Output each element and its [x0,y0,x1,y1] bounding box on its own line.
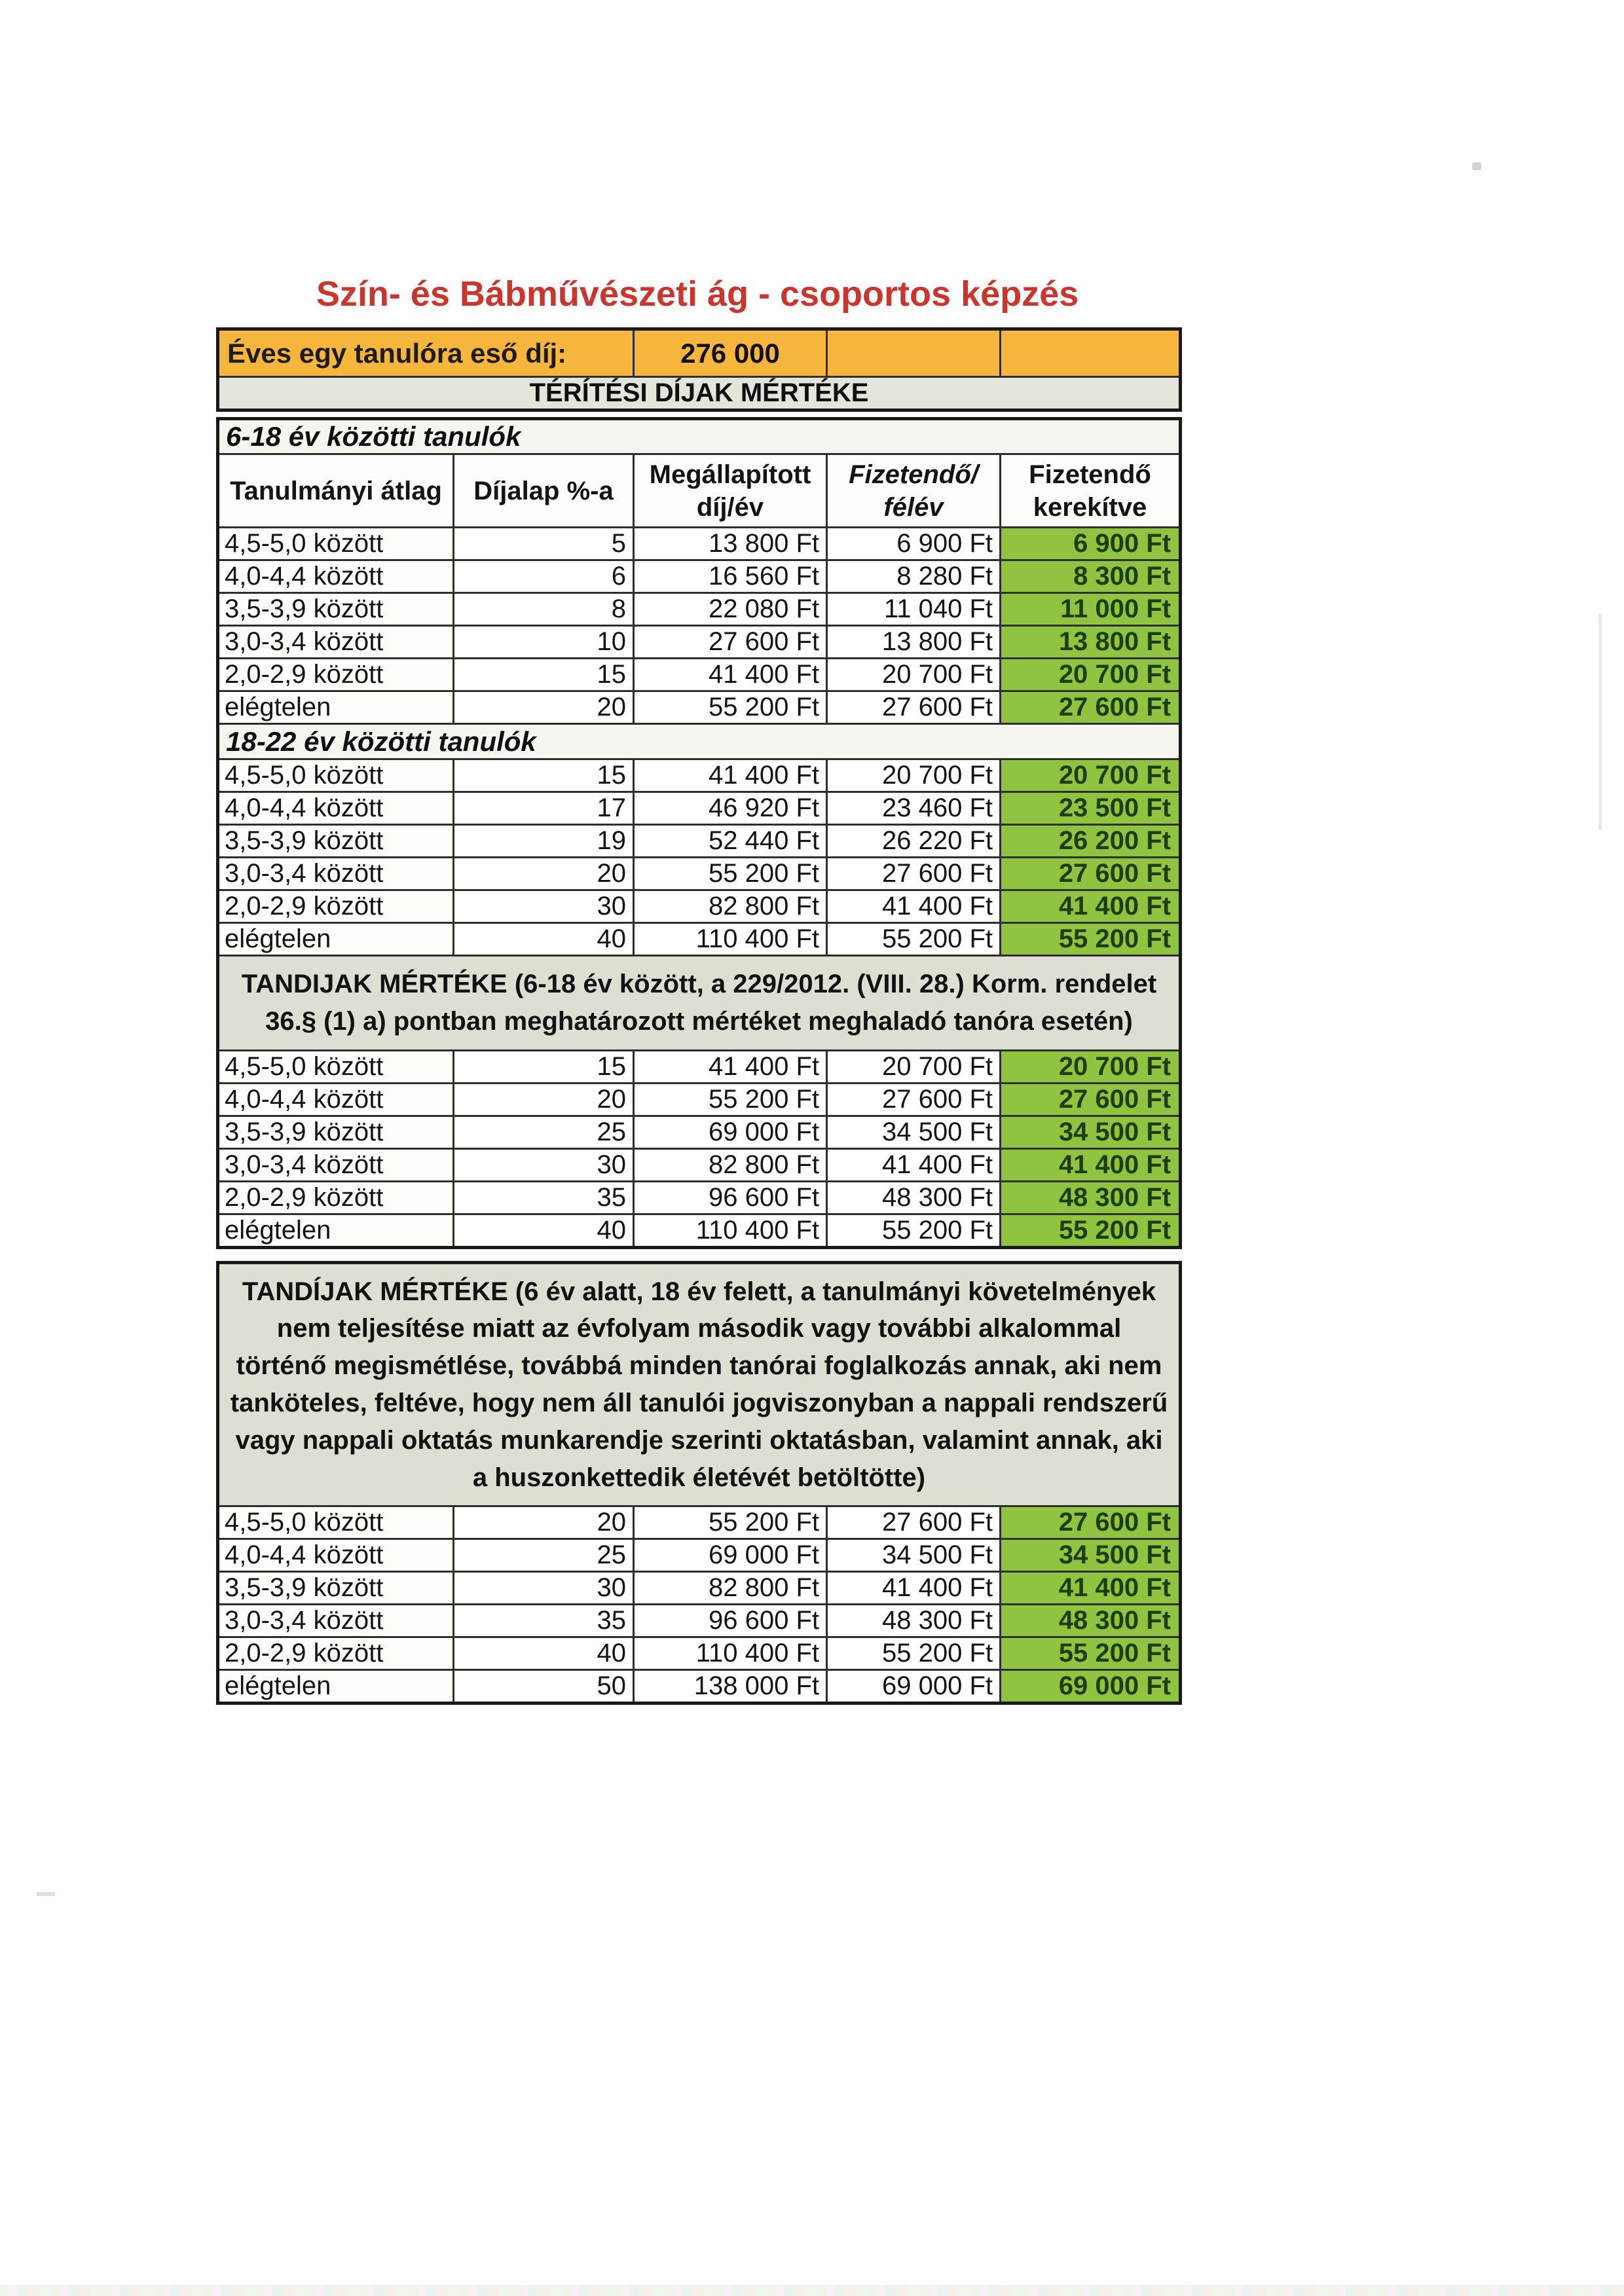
scan-artifact-bottom-edge [0,2285,1624,2296]
cell-rounded: 27 600 Ft [1001,858,1181,890]
cell-rounded: 55 200 Ft [1001,923,1181,956]
spacer [216,1249,1179,1261]
cell-rounded: 27 600 Ft [1001,1506,1181,1539]
cell-per-year: 82 800 Ft [634,1572,827,1605]
cell-per-half: 48 300 Ft [827,1605,1001,1637]
cell-percent: 20 [454,691,634,724]
cell-average: 3,0-3,4 között [218,1605,454,1637]
banner-row [218,377,1181,410]
cell-percent: 30 [454,1572,634,1605]
cell-per-half: 26 220 Ft [827,825,1001,858]
cell-per-year: 41 400 Ft [634,759,827,792]
cell-per-half: 34 500 Ft [827,1539,1001,1572]
fee-row [218,1214,1181,1247]
cell-per-year: 55 200 Ft [634,691,827,724]
cell-average: 3,0-3,4 között [218,626,454,659]
col-header-average: Tanulmányi átlag [218,454,454,528]
cell-per-half: 20 700 Ft [827,759,1001,792]
cell-rounded: 20 700 Ft [1001,659,1181,691]
cell-percent: 17 [454,792,634,825]
cell-per-half: 48 300 Ft [827,1181,1001,1214]
fee-row [218,560,1181,593]
cell-per-half: 34 500 Ft [827,1116,1001,1148]
fee-row [218,691,1181,724]
section-heading-row [218,724,1181,759]
column-header-row [218,454,1181,528]
cell-average: 4,0-4,4 között [218,792,454,825]
section-rows-tandijak-1 [218,1050,1181,1247]
fee-row [218,1116,1181,1148]
cell-per-year: 69 000 Ft [634,1116,827,1148]
cell-per-year: 69 000 Ft [634,1539,827,1572]
cell-average: 4,5-5,0 között [218,528,454,560]
section-rows-18-22 [218,759,1181,956]
fee-row [218,593,1181,626]
cell-rounded: 41 400 Ft [1001,1572,1181,1605]
scan-artifact-dot [1472,162,1481,170]
cell-average: 4,0-4,4 között [218,1539,454,1572]
cell-percent: 6 [454,560,634,593]
fee-row [218,1605,1181,1637]
cell-rounded: 55 200 Ft [1001,1637,1181,1670]
section-rows-tandijak-2 [218,1506,1181,1704]
cell-per-half: 55 200 Ft [827,1214,1001,1247]
annual-fee-table [216,327,1182,412]
cell-per-year: 96 600 Ft [634,1181,827,1214]
fee-row [218,792,1181,825]
empty-cell [1001,329,1181,377]
cell-average: 3,5-3,9 között [218,593,454,626]
cell-rounded: 55 200 Ft [1001,1214,1181,1247]
cell-percent: 20 [454,858,634,890]
cell-rounded: 48 300 Ft [1001,1605,1181,1637]
fee-row [218,1539,1181,1572]
cell-per-half: 69 000 Ft [827,1670,1001,1704]
cell-per-year: 138 000 Ft [634,1670,827,1704]
cell-per-year: 13 800 Ft [634,528,827,560]
cell-average: 3,0-3,4 között [218,858,454,890]
cell-percent: 19 [454,825,634,858]
cell-per-half: 41 400 Ft [827,1148,1001,1181]
empty-cell [827,329,1001,377]
cell-percent: 40 [454,1214,634,1247]
section-heading-6-18: 6-18 év közötti tanulók [218,419,1181,454]
cell-average: 4,5-5,0 között [218,1050,454,1083]
fee-row [218,1148,1181,1181]
fee-row [218,759,1181,792]
cell-percent: 35 [454,1605,634,1637]
cell-average: 3,5-3,9 között [218,825,454,858]
cell-rounded: 20 700 Ft [1001,759,1181,792]
cell-per-year: 110 400 Ft [634,1637,827,1670]
cell-percent: 30 [454,1148,634,1181]
cell-percent: 25 [454,1539,634,1572]
fee-sheet [216,327,1179,1705]
cell-rounded: 34 500 Ft [1001,1116,1181,1148]
cell-per-half: 27 600 Ft [827,1506,1001,1539]
fee-row [218,528,1181,560]
fee-row [218,1506,1181,1539]
cell-per-year: 27 600 Ft [634,626,827,659]
cell-rounded: 41 400 Ft [1001,1148,1181,1181]
cell-per-year: 46 920 Ft [634,792,827,825]
cell-average: elégtelen [218,1670,454,1704]
cell-rounded: 20 700 Ft [1001,1050,1181,1083]
cell-percent: 15 [454,1050,634,1083]
cell-average: 3,0-3,4 között [218,1148,454,1181]
col-header-per-year: Megállapított díj/év [634,454,827,528]
fee-row [218,858,1181,890]
fee-row [218,626,1181,659]
cell-average: elégtelen [218,1214,454,1247]
cell-per-half: 23 460 Ft [827,792,1001,825]
cell-per-year: 82 800 Ft [634,890,827,923]
cell-average: 4,5-5,0 között [218,759,454,792]
cell-average: 4,0-4,4 között [218,560,454,593]
fee-row [218,890,1181,923]
cell-per-half: 55 200 Ft [827,923,1001,956]
cell-percent: 8 [454,593,634,626]
cell-average: 2,0-2,9 között [218,1637,454,1670]
cell-per-year: 110 400 Ft [634,1214,827,1247]
cell-average: elégtelen [218,923,454,956]
fee-row [218,1637,1181,1670]
cell-percent: 20 [454,1083,634,1116]
cell-percent: 5 [454,528,634,560]
fee-row [218,1050,1181,1083]
cell-rounded: 48 300 Ft [1001,1181,1181,1214]
col-header-percent: Díjalap %-a [454,454,634,528]
cell-rounded: 23 500 Ft [1001,792,1181,825]
cell-average: 2,0-2,9 között [218,1181,454,1214]
cell-rounded: 27 600 Ft [1001,691,1181,724]
fee-row [218,825,1181,858]
cell-per-half: 13 800 Ft [827,626,1001,659]
cell-per-half: 27 600 Ft [827,858,1001,890]
annual-fee-value: 276 000 [634,329,827,377]
cell-per-year: 41 400 Ft [634,1050,827,1083]
cell-average: 4,0-4,4 között [218,1083,454,1116]
fee-table-tuition [216,1261,1182,1705]
cell-per-year: 110 400 Ft [634,923,827,956]
cell-per-year: 41 400 Ft [634,659,827,691]
cell-per-half: 27 600 Ft [827,691,1001,724]
cell-percent: 50 [454,1670,634,1704]
cell-rounded: 6 900 Ft [1001,528,1181,560]
fee-row [218,923,1181,956]
section-heading-row [218,1262,1181,1506]
col-header-per-half: Fizetendő/ félév [827,454,1001,528]
cell-per-half: 41 400 Ft [827,890,1001,923]
cell-per-half: 6 900 Ft [827,528,1001,560]
cell-percent: 35 [454,1181,634,1214]
cell-per-year: 16 560 Ft [634,560,827,593]
cell-rounded: 8 300 Ft [1001,560,1181,593]
section-heading-tandijak-1: TANDIJAK MÉRTÉKE (6-18 év között, a 229/2012. (VIII. 28.) Korm. rendelet 36.§ (1) a) pontban meghatározott mértéket meghaladó tanóra esetén) [218,956,1181,1051]
cell-rounded: 34 500 Ft [1001,1539,1181,1572]
scan-artifact-line [1598,614,1602,830]
cell-rounded: 41 400 Ft [1001,890,1181,923]
cell-average: 3,5-3,9 között [218,1116,454,1148]
cell-per-year: 96 600 Ft [634,1605,827,1637]
cell-per-half: 41 400 Ft [827,1572,1001,1605]
cell-percent: 15 [454,759,634,792]
section-heading-row [218,956,1181,1051]
cell-per-half: 27 600 Ft [827,1083,1001,1116]
scan-artifact-dash [37,1892,55,1896]
cell-per-half: 20 700 Ft [827,1050,1001,1083]
page-title: Szín- és Bábművészeti ág - csoportos képzés [316,274,1079,314]
cell-rounded: 26 200 Ft [1001,825,1181,858]
cell-per-half: 11 040 Ft [827,593,1001,626]
cell-average: 2,0-2,9 között [218,659,454,691]
cell-average: 4,5-5,0 között [218,1506,454,1539]
cell-per-half: 8 280 Ft [827,560,1001,593]
fee-row [218,1670,1181,1704]
cell-per-year: 55 200 Ft [634,1083,827,1116]
cell-per-half: 55 200 Ft [827,1637,1001,1670]
cell-percent: 15 [454,659,634,691]
cell-average: 3,5-3,9 között [218,1572,454,1605]
section-heading-tandijak-2: TANDÍJAK MÉRTÉKE (6 év alatt, 18 év felett, a tanulmányi követelmények nem teljesítése miatt az évfolyam második vagy további alkalommal történő megismétlése, továbbá minden tanórai foglalkozás annak, aki nem tanköteles, feltéve, hogy nem áll tanulói jogviszonyban a nappali rendszerű vagy nappali oktatás munkarendje szerinti oktatásban, valamint annak, aki a huszonkettedik életévét betöltötte) [218,1262,1181,1506]
annual-fee-row [218,329,1181,377]
section-heading-row [218,419,1181,454]
cell-per-half: 20 700 Ft [827,659,1001,691]
cell-rounded: 27 600 Ft [1001,1083,1181,1116]
col-header-rounded: Fizetendő kerekítve [1001,454,1181,528]
cell-average: elégtelen [218,691,454,724]
cell-per-year: 82 800 Ft [634,1148,827,1181]
section-rows-6-18 [218,528,1181,724]
cell-per-year: 55 200 Ft [634,1506,827,1539]
section-heading-18-22: 18-22 év közötti tanulók [218,724,1181,759]
cell-percent: 20 [454,1506,634,1539]
cell-per-year: 22 080 Ft [634,593,827,626]
fee-row [218,1572,1181,1605]
cell-percent: 10 [454,626,634,659]
fee-row [218,659,1181,691]
cell-rounded: 69 000 Ft [1001,1670,1181,1704]
banner-title: TÉRÍTÉSI DÍJAK MÉRTÉKE [218,377,1181,410]
spacer [216,412,1179,417]
annual-fee-label: Éves egy tanulóra eső díj: [218,329,634,377]
cell-rounded: 11 000 Ft [1001,593,1181,626]
cell-per-year: 52 440 Ft [634,825,827,858]
cell-percent: 40 [454,923,634,956]
cell-average: 2,0-2,9 között [218,890,454,923]
cell-rounded: 13 800 Ft [1001,626,1181,659]
fee-row [218,1083,1181,1116]
fee-table-main [216,417,1182,1249]
cell-percent: 40 [454,1637,634,1670]
cell-per-year: 55 200 Ft [634,858,827,890]
cell-percent: 25 [454,1116,634,1148]
fee-row [218,1181,1181,1214]
cell-percent: 30 [454,890,634,923]
